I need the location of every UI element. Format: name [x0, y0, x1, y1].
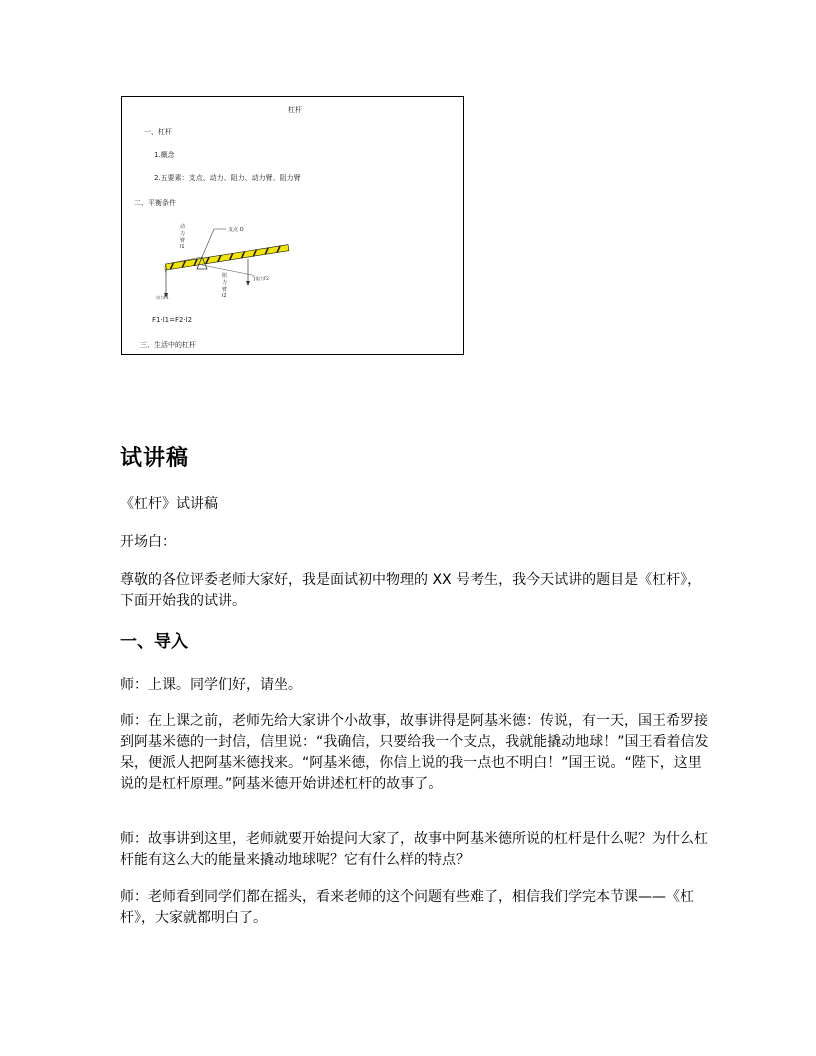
board-formula: F1·l1=F2·l2 — [152, 316, 193, 324]
board-section-2: 二、平衡条件 — [134, 199, 176, 207]
blackboard-design-figure — [121, 96, 464, 355]
diagram-right-label: l2 — [222, 293, 227, 299]
diagram-right-label: 阻 — [222, 273, 228, 279]
paragraph-4: 师：老师看到同学们都在摇头，看来老师的这个问题有些难了，相信我们学完本节课——《杠杆》，大家就都明白了。 — [120, 889, 694, 926]
board-section-3: 三、生活中的杠杆 — [140, 341, 196, 349]
diagram-force-left: 动力F1 — [156, 295, 169, 300]
paragraph-3: 师：故事讲到这里，老师就要开始提问大家了，故事中阿基米德所说的杠杆是什么呢？为什么杠杆能有这么大的能量来撬动地球呢？它有什么样的特点？ — [120, 831, 708, 868]
board-title: 杠杆 — [288, 106, 302, 114]
diagram-left-label: 臂 — [180, 238, 186, 244]
opening-label: 开场白： — [120, 534, 176, 550]
diagram-right-label: 臂 — [222, 287, 228, 293]
document-subtitle: 《杠杆》试讲稿 — [120, 496, 218, 512]
paragraph-2: 师：在上课之前，老师先给大家讲个小故事，故事讲得是阿基米德：传说，有一天，国王希罗接到阿基米德的一封信，信里说：“我确信，只要给我一个支点，我就能撬动地球！”国王看着信发呆，便派人把阿基米德找来。“阿基米德，你信上说的我一点也不明白！”国王说。“陛下，这里说的是杠杆原理。”阿基米德开始讲述杠杆的故事了。 — [120, 713, 709, 792]
diagram-left-label: 动 — [180, 224, 186, 230]
diagram-right-label: 力 — [222, 280, 228, 286]
board-item-1: 1.概念 — [154, 151, 175, 159]
section-title-intro: 一、导入 — [120, 632, 188, 652]
diagram-label-fulcrum: 支点 O — [228, 227, 244, 233]
opening-paragraph: 尊敬的各位评委老师大家好，我是面试初中物理的 XX 号考生，我今天试讲的题目是《杠杆》，下面开始我的试讲。 — [120, 572, 702, 609]
board-item-2: 2.五要素：支点、动力、阻力、动力臂、阻力臂 — [154, 174, 301, 182]
board-section-1: 一、杠杆 — [144, 128, 172, 136]
diagram-left-label: l1 — [180, 244, 185, 250]
diagram-force-right: 阻力F2 — [256, 276, 269, 281]
paragraph-1: 师：上课。同学们好，请坐。 — [120, 677, 302, 693]
document-heading: 试讲稿 — [120, 446, 190, 471]
diagram-left-label: 力 — [180, 231, 186, 237]
